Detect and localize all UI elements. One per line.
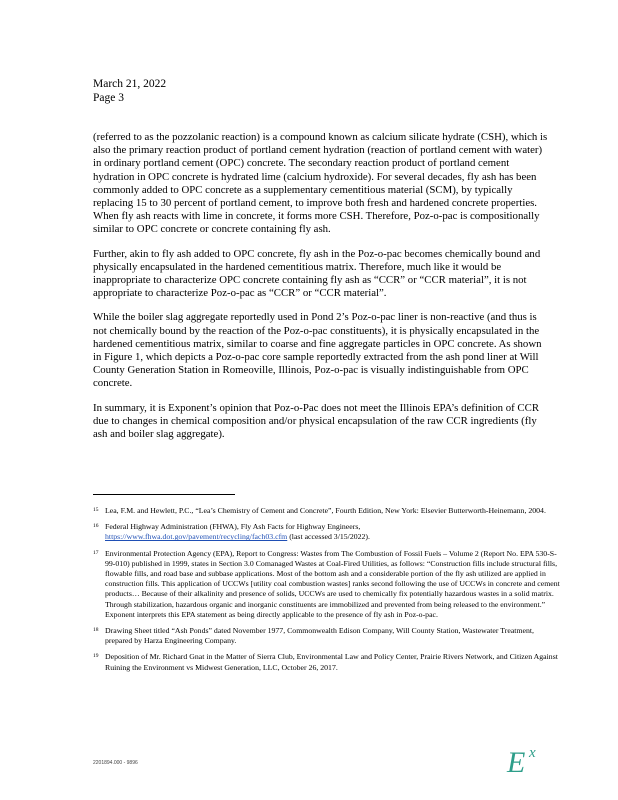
footnote-19 <box>93 652 563 672</box>
footnote-text <box>105 522 563 542</box>
footnote-number: 16 <box>93 523 99 530</box>
footnotes <box>93 506 563 679</box>
footnote-number: 19 <box>93 653 99 660</box>
paragraph-boiler-slag: While the boiler slag aggregate reportedly used in Pond 2’s Poz-o-pac liner is non-reactive (and thus is not chemically bound by the reaction of the Poz-o-pac constituents), it is physically encapsulated in the hardened cementitious matrix, similar to coarse and fine aggregate particles in OPC concrete. As shown in Figure 1, which depicts a Poz-o-pac core sample reportedly extracted from the ash pond liner at Will County Generation Station in Romeoville, Illinois, Poz-o-pac is visually indistinguishable from OPC concrete. <box>93 311 542 390</box>
footnote-text: Drawing Sheet titled “Ash Ponds” dated November 1977, Commonwealth Edison Company, Will County Station, Wastewater Treatment, prepared by Harza Engineering Company. <box>105 626 534 646</box>
footnote-number: 15 <box>93 507 99 513</box>
footnote-17 <box>93 549 563 620</box>
paragraph-pozzolanic-reaction: (referred to as the pozzolanic reaction) is a compound known as calcium silicate hydrate (CSH), which is also the primary reaction product of portland cement hydration (reaction of portland cement with water) in ordinary portland cement (OPC) concrete. The secondary reaction product of portland cement hydration in OPC concrete is hydrated lime (calcium hydroxide). For several decades, fly ash has been commonly added to OPC concrete as a supplementary cementitious material (SCM), by typically replacing 15 to 30 percent of portland cement, to improve both fresh and hardened concrete properties. When fly ash reacts with lime in concrete, it forms more CSH. Therefore, Poz-o-pac is compositionally similar to OPC concrete or concrete containing fly ash. <box>93 131 548 236</box>
paragraph-fly-ash-encapsulation: Further, akin to fly ash added to OPC concrete, fly ash in the Poz-o-pac becomes chemically bound and physically encapsulated in the hardened cementitious matrix. Therefore, much like it would be inappropriate to characterize OPC concrete containing fly ash as “CCR” or “CCR material”, it is not appropriate to characterize Poz-o-pac as “CCR” or “CCR material”. <box>93 247 541 300</box>
footnote-16 <box>93 522 563 542</box>
page-number: Page 3 <box>93 92 124 104</box>
paragraph-summary: In summary, it is Exponent’s opinion that Poz-o-Pac does not meet the Illinois EPA’s definition of CCR due to changes in chemical composition and/or physical encapsulation of the raw CCR ingredients (fly ash and boiler slag aggregate). <box>93 401 540 441</box>
footnote-16-accessed: (last accessed 3/15/2022). <box>289 532 370 542</box>
letter-header <box>93 77 166 105</box>
exponent-logo-icon <box>505 742 553 776</box>
footnote-15 <box>93 506 563 516</box>
footnote-text: Environmental Protection Agency (EPA), Report to Congress: Wastes from The Combustion of Fossil Fuels – Volume 2 (Report No. EPA 530-S-99-010) published in 1999, states in Section 3.0 Comanaged Wastes at Coal-Fired Utilities, as follows: “Construction fills include structural fills, flowable fills, and road base and subbase applications. Most of the bottom ash and a considerable portion of the fly ash utilized are applied in construction fills. This application of UCCWs [utility coal combustion wastes] ranks second following the use of UCCWs in concrete and cement products… Because of their alkalinity and presence of solids, UCCWs are used to chemically fix potentially hazardous wastes in a solid matrix. Through stabilization, hazardous organic and inorganic constituents are immobilized and prevented from being released to the environment.” Exponent interprets this EPA statement as being directly applicable to the presence of fly ash in Poz-o-pac. <box>105 548 560 619</box>
fhwa-link[interactable]: https://www.fhwa.dot.gov/pavement/recycling/fach03.cfm <box>105 532 288 542</box>
footnote-18 <box>93 626 563 646</box>
footnote-number: 17 <box>93 549 99 556</box>
footnote-divider <box>93 494 235 495</box>
footnote-16-citation: Federal Highway Administration (FHWA), Fly Ash Facts for Highway Engineers, <box>105 522 361 532</box>
logo-superscript: x <box>529 745 536 761</box>
logo-letter: E <box>507 746 526 776</box>
body-text <box>93 131 548 452</box>
document-id: 2201894.000 - 9896 <box>93 760 138 766</box>
letter-date: March 21, 2022 <box>93 78 167 90</box>
footnote-text: Lea, F.M. and Hewlett, P.C., “Lea’s Chemistry of Cement and Concrete”, Fourth Edition, New York: Elsevier Butterworth-Heinemann, 2004. <box>105 506 546 515</box>
footnote-number: 18 <box>93 627 99 634</box>
footnote-text: Deposition of Mr. Richard Gnat in the Matter of Sierra Club, Environmental Law and Policy Center, Prairie Rivers Network, and Citizen Against Ruining the Environment vs Midwest Generation, LLC, October 26, 2017. <box>105 652 558 672</box>
